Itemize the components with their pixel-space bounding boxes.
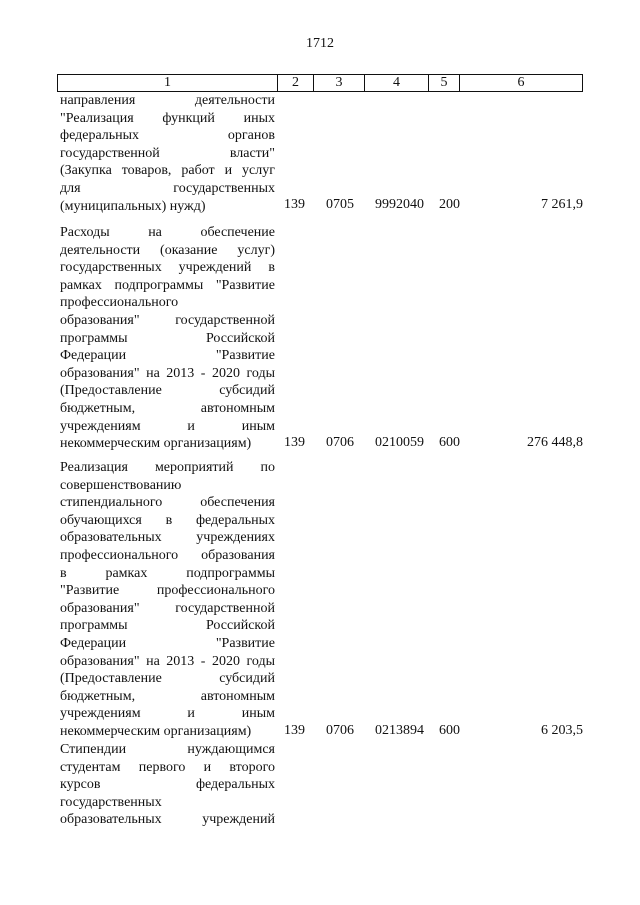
description-line: образовательных учреждениях — [60, 530, 275, 546]
description-line: федеральных органов — [60, 128, 275, 144]
description-line: образования" на 2013 - 2020 годы — [60, 653, 275, 669]
description-line: бюджетным, автономным — [60, 400, 275, 416]
target-article-code: 0210059 — [375, 435, 424, 450]
description-line: курсов федеральных — [60, 777, 275, 793]
description-line: рамках подпрограммы "Развитие — [60, 277, 275, 293]
description-line: профессионального образования — [60, 547, 275, 563]
column-header-row — [58, 75, 583, 92]
description-line: учреждениям и иным — [60, 706, 275, 722]
description-line: "Реализация функций иных — [60, 110, 275, 126]
description-line: совершенствованию — [60, 477, 182, 493]
amount: 6 203,5 — [541, 723, 583, 738]
ministry-code: 139 — [284, 197, 305, 212]
description-line: образования" государственной — [60, 600, 275, 616]
section-code: 0705 — [326, 197, 354, 212]
section-code: 0706 — [326, 723, 354, 738]
column-header-table — [57, 74, 583, 92]
header-col-4: 4 — [365, 75, 429, 92]
description-line: образовательных учреждений — [60, 812, 275, 828]
description-line: государственных — [60, 794, 162, 810]
description-line: профессионального — [60, 295, 179, 311]
description-line: бюджетным, автономным — [60, 688, 275, 704]
description-line: некоммерческим организациям) — [60, 436, 252, 452]
expense-description — [60, 741, 275, 829]
expense-type-code: 600 — [439, 723, 460, 738]
description-line: государственной власти" — [60, 145, 275, 161]
expense-description — [60, 459, 275, 741]
section-code: 0706 — [326, 435, 354, 450]
description-line: образования" государственной — [60, 312, 275, 328]
description-line: стипендиального обеспечения — [60, 495, 275, 511]
description-line: в рамках подпрограммы — [60, 565, 275, 581]
description-line: (Закупка товаров, работ и услуг — [60, 163, 275, 179]
description-line: обучающихся в федеральных — [60, 512, 275, 528]
description-line: направления деятельности — [60, 93, 275, 108]
description-line: учреждениям и иным — [60, 418, 275, 434]
amount: 276 448,8 — [527, 435, 583, 450]
description-line: Реализация мероприятий по — [60, 460, 275, 475]
header-col-6: 6 — [460, 75, 583, 92]
description-line: для государственных — [60, 180, 275, 196]
page-number: 1712 — [306, 36, 334, 51]
description-line: государственных учреждений в — [60, 260, 275, 276]
description-line: (Предоставление субсидий — [60, 383, 275, 399]
description-line: (Предоставление субсидий — [60, 671, 275, 687]
target-article-code: 9992040 — [375, 197, 424, 212]
ministry-code: 139 — [284, 723, 305, 738]
expense-description — [60, 224, 275, 453]
description-line: Федерации "Развитие — [60, 348, 275, 364]
ministry-code: 139 — [284, 435, 305, 450]
description-line: (муниципальных) нужд) — [60, 198, 206, 214]
expense-description — [60, 92, 275, 215]
description-line: Расходы на обеспечение — [60, 225, 275, 240]
expense-type-code: 600 — [439, 435, 460, 450]
description-line: "Развитие профессионального — [60, 583, 275, 599]
header-col-1: 1 — [58, 75, 278, 92]
description-line: образования" на 2013 - 2020 годы — [60, 365, 275, 381]
target-article-code: 0213894 — [375, 723, 424, 738]
header-col-2: 2 — [278, 75, 314, 92]
description-line: программы Российской — [60, 618, 275, 634]
description-line: студентам первого и второго — [60, 759, 275, 775]
expense-type-code: 200 — [439, 197, 460, 212]
header-col-3: 3 — [314, 75, 365, 92]
description-line: некоммерческим организациям) — [60, 723, 252, 739]
header-col-5: 5 — [429, 75, 460, 92]
description-line: Стипендии нуждающимся — [60, 742, 275, 757]
amount: 7 261,9 — [541, 197, 583, 212]
description-line: программы Российской — [60, 330, 275, 346]
description-line: деятельности (оказание услуг) — [60, 242, 275, 258]
description-line: Федерации "Развитие — [60, 635, 275, 651]
